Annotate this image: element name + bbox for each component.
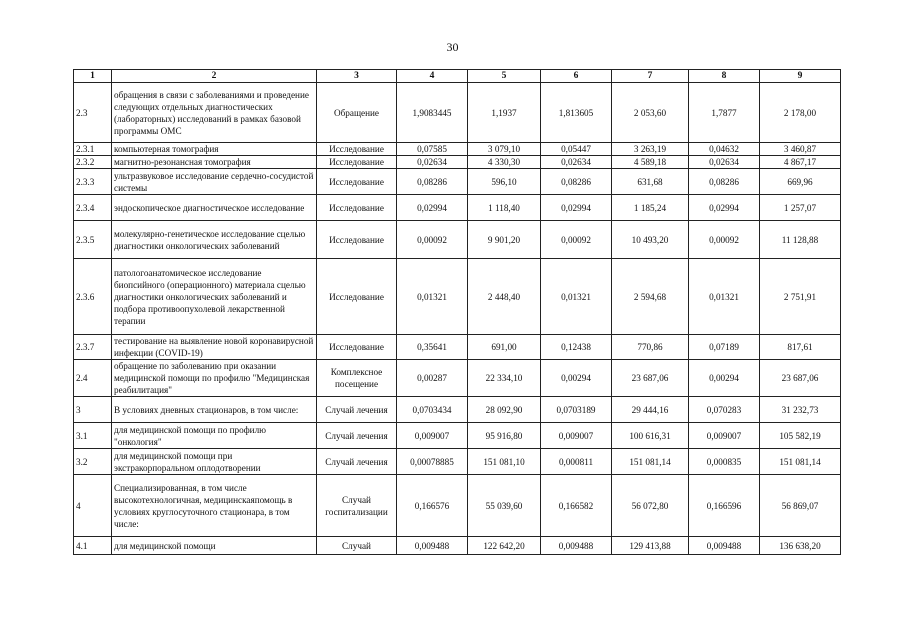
- value-col-8: 0,02634: [689, 156, 760, 169]
- value-col-6: 0,000811: [541, 449, 612, 475]
- row-name: эндоскопическое диагностическое исследование: [112, 195, 317, 221]
- value-col-9: 4 867,17: [760, 156, 841, 169]
- value-col-9: 2 178,00: [760, 83, 841, 143]
- value-col-6: 0,05447: [541, 143, 612, 156]
- value-col-6: 0,12438: [541, 335, 612, 360]
- row-number: 4: [74, 475, 112, 537]
- row-number: 2.3.2: [74, 156, 112, 169]
- value-col-7: 631,68: [612, 169, 689, 195]
- value-col-5: 95 916,80: [468, 423, 541, 449]
- value-col-7: 4 589,18: [612, 156, 689, 169]
- value-col-8: 0,166596: [689, 475, 760, 537]
- row-name: молекулярно-генетическое исследование сцелью диагностики онкологических заболеваний: [112, 221, 317, 259]
- value-col-5: 1 118,40: [468, 195, 541, 221]
- row-name: для медицинской помощи при экстракорпоральном оплодотворении: [112, 449, 317, 475]
- row-name: тестирование на выявление новой коронавирусной инфекции (COVID-19): [112, 335, 317, 360]
- page-number: 30: [446, 40, 459, 54]
- table-row: [74, 83, 841, 143]
- table-row: [74, 475, 841, 537]
- table-row: [74, 259, 841, 335]
- value-col-5: 151 081,10: [468, 449, 541, 475]
- row-unit: Комплексное посещение: [317, 360, 397, 397]
- table-row: [74, 360, 841, 397]
- value-col-6: 0,00092: [541, 221, 612, 259]
- row-unit: Исследование: [317, 156, 397, 169]
- value-col-8: 0,07189: [689, 335, 760, 360]
- value-col-5: 2 448,40: [468, 259, 541, 335]
- table-row: [74, 169, 841, 195]
- value-col-5: 3 079,10: [468, 143, 541, 156]
- row-number: 2.4: [74, 360, 112, 397]
- value-col-4: 0,00078885: [397, 449, 468, 475]
- row-number: 3.2: [74, 449, 112, 475]
- value-col-8: 0,009488: [689, 537, 760, 555]
- value-col-6: 0,02634: [541, 156, 612, 169]
- table-row: [74, 537, 841, 555]
- value-col-7: 10 493,20: [612, 221, 689, 259]
- value-col-7: 3 263,19: [612, 143, 689, 156]
- value-col-8: 0,000835: [689, 449, 760, 475]
- value-col-5: 691,00: [468, 335, 541, 360]
- value-col-5: 22 334,10: [468, 360, 541, 397]
- value-col-4: 0,00092: [397, 221, 468, 259]
- row-unit: Случай лечения: [317, 449, 397, 475]
- row-unit: Исследование: [317, 143, 397, 156]
- row-unit: Случай госпитализации: [317, 475, 397, 537]
- row-unit: Случай лечения: [317, 423, 397, 449]
- value-col-7: 2 594,68: [612, 259, 689, 335]
- row-number: 2.3.5: [74, 221, 112, 259]
- row-number: 2.3: [74, 83, 112, 143]
- value-col-8: 1,7877: [689, 83, 760, 143]
- row-number: 2.3.1: [74, 143, 112, 156]
- row-number: 2.3.3: [74, 169, 112, 195]
- row-unit: Исследование: [317, 335, 397, 360]
- value-col-4: 1,9083445: [397, 83, 468, 143]
- column-header-3: 3: [317, 70, 397, 83]
- value-col-4: 0,07585: [397, 143, 468, 156]
- value-col-8: 0,08286: [689, 169, 760, 195]
- column-header-5: 5: [468, 70, 541, 83]
- table-row: [74, 397, 841, 423]
- table-row: [74, 449, 841, 475]
- column-header-8: 8: [689, 70, 760, 83]
- row-unit: Случай: [317, 537, 397, 555]
- value-col-4: 0,35641: [397, 335, 468, 360]
- value-col-9: 136 638,20: [760, 537, 841, 555]
- value-col-4: 0,166576: [397, 475, 468, 537]
- value-col-7: 56 072,80: [612, 475, 689, 537]
- value-col-9: 151 081,14: [760, 449, 841, 475]
- row-name: ультразвуковое исследование сердечно-сосудистой системы: [112, 169, 317, 195]
- row-number: 2.3.6: [74, 259, 112, 335]
- value-col-5: 9 901,20: [468, 221, 541, 259]
- value-col-5: 1,1937: [468, 83, 541, 143]
- value-col-8: 0,00294: [689, 360, 760, 397]
- value-col-4: 0,02994: [397, 195, 468, 221]
- value-col-8: 0,00092: [689, 221, 760, 259]
- value-col-4: 0,009007: [397, 423, 468, 449]
- row-name: для медицинской помощи: [112, 537, 317, 555]
- row-unit: Случай лечения: [317, 397, 397, 423]
- table-row: [74, 156, 841, 169]
- value-col-7: 129 413,88: [612, 537, 689, 555]
- table-row: [74, 335, 841, 360]
- row-name: обращения в связи с заболеваниями и проведение следующих отдельных диагностических (лабораторных) исследований в рамках базовой программы ОМС: [112, 83, 317, 143]
- value-col-7: 151 081,14: [612, 449, 689, 475]
- value-col-6: 0,0703189: [541, 397, 612, 423]
- row-number: 2.3.4: [74, 195, 112, 221]
- value-col-5: 55 039,60: [468, 475, 541, 537]
- row-unit: Исследование: [317, 195, 397, 221]
- column-header-4: 4: [397, 70, 468, 83]
- row-number: 3.1: [74, 423, 112, 449]
- row-name: для медицинской помощи по профилю "онкология": [112, 423, 317, 449]
- value-col-9: 817,61: [760, 335, 841, 360]
- value-col-8: 0,070283: [689, 397, 760, 423]
- value-col-6: 0,00294: [541, 360, 612, 397]
- row-unit: Исследование: [317, 221, 397, 259]
- value-col-9: 3 460,87: [760, 143, 841, 156]
- value-col-5: 596,10: [468, 169, 541, 195]
- value-col-7: 770,86: [612, 335, 689, 360]
- value-col-5: 122 642,20: [468, 537, 541, 555]
- value-col-4: 0,01321: [397, 259, 468, 335]
- value-col-7: 2 053,60: [612, 83, 689, 143]
- row-unit: Исследование: [317, 169, 397, 195]
- value-col-4: 0,0703434: [397, 397, 468, 423]
- value-col-7: 1 185,24: [612, 195, 689, 221]
- value-col-9: 2 751,91: [760, 259, 841, 335]
- row-number: 2.3.7: [74, 335, 112, 360]
- value-col-6: 0,08286: [541, 169, 612, 195]
- value-col-4: 0,02634: [397, 156, 468, 169]
- value-col-6: 0,166582: [541, 475, 612, 537]
- column-header-1: 1: [74, 70, 112, 83]
- column-header-2: 2: [112, 70, 317, 83]
- value-col-9: 23 687,06: [760, 360, 841, 397]
- value-col-8: 0,04632: [689, 143, 760, 156]
- column-header-6: 6: [541, 70, 612, 83]
- value-col-4: 0,00287: [397, 360, 468, 397]
- row-unit: Обращение: [317, 83, 397, 143]
- table-row: [74, 195, 841, 221]
- row-name: магнитно-резонансная томография: [112, 156, 317, 169]
- row-unit: Исследование: [317, 259, 397, 335]
- value-col-6: 0,01321: [541, 259, 612, 335]
- value-col-8: 0,01321: [689, 259, 760, 335]
- value-col-5: 28 092,90: [468, 397, 541, 423]
- row-number: 3: [74, 397, 112, 423]
- row-name: В условиях дневных стационаров, в том числе:: [112, 397, 317, 423]
- table-row: [74, 423, 841, 449]
- value-col-9: 105 582,19: [760, 423, 841, 449]
- data-table: [73, 69, 841, 555]
- value-col-8: 0,02994: [689, 195, 760, 221]
- row-number: 4.1: [74, 537, 112, 555]
- value-col-8: 0,009007: [689, 423, 760, 449]
- value-col-4: 0,08286: [397, 169, 468, 195]
- column-header-7: 7: [612, 70, 689, 83]
- value-col-6: 0,009488: [541, 537, 612, 555]
- value-col-9: 669,96: [760, 169, 841, 195]
- row-name: компьютерная томография: [112, 143, 317, 156]
- value-col-7: 23 687,06: [612, 360, 689, 397]
- table-row: [74, 221, 841, 259]
- value-col-9: 1 257,07: [760, 195, 841, 221]
- header-row: [74, 70, 841, 83]
- table-body: [74, 83, 841, 555]
- value-col-7: 100 616,31: [612, 423, 689, 449]
- value-col-9: 56 869,07: [760, 475, 841, 537]
- value-col-9: 11 128,88: [760, 221, 841, 259]
- value-col-5: 4 330,30: [468, 156, 541, 169]
- value-col-4: 0,009488: [397, 537, 468, 555]
- row-name: патологоанатомическое исследование биопсийного (операционного) материала сцелью диагностики онкологических заболеваний и подбора противоопухолевой лекарственной терапии: [112, 259, 317, 335]
- value-col-7: 29 444,16: [612, 397, 689, 423]
- row-name: обращение по заболеванию при оказании медицинской помощи по профилю "Медицинская реабилитация": [112, 360, 317, 397]
- table-row: [74, 143, 841, 156]
- value-col-6: 0,009007: [541, 423, 612, 449]
- value-col-6: 0,02994: [541, 195, 612, 221]
- column-header-9: 9: [760, 70, 841, 83]
- value-col-9: 31 232,73: [760, 397, 841, 423]
- row-name: Специализированная, в том числе высокотехнологичная, медицинскаяпомощь в условиях круглосуточного стационара, в том числе:: [112, 475, 317, 537]
- value-col-6: 1,813605: [541, 83, 612, 143]
